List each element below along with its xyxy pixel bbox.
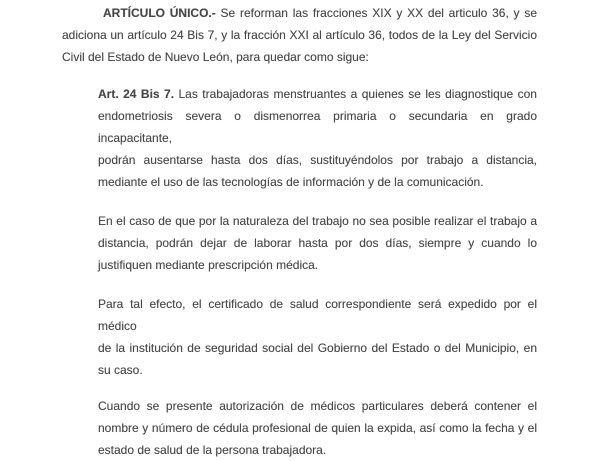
bold-lead-articulo-unico: ARTÍCULO ÚNICO.- xyxy=(103,6,216,20)
text-line: En el caso de que por la naturaleza del trabajo no sea posible realizar el trabajo a xyxy=(98,214,537,228)
paragraph-art-24-bis-7 xyxy=(98,83,537,193)
text-line-rest: Las trabajadoras menstruantes a quienes se les diagnostique con xyxy=(174,87,537,101)
text-line xyxy=(98,83,537,105)
text-line: Cuando se presente autorización de médicos particulares deberá contener el xyxy=(98,399,537,413)
text-line: estado de salud de la persona trabajadora. xyxy=(98,443,327,457)
text-line: su caso. xyxy=(98,363,143,377)
text-line: nombre y número de cédula profesional de quien la expida, así como la fecha y el xyxy=(98,421,537,435)
bold-lead-art-24-bis-7: Art. 24 Bis 7. xyxy=(98,87,175,101)
text-line: Para tal efecto, el certificado de salud correspondiente será expedido por el médico xyxy=(98,297,537,333)
text-line: adiciona un artículo 24 Bis 7, y la fracción XXI al artículo 36, todos de la Ley del Servicio xyxy=(62,28,537,42)
text-line: endometriosis severa o dismenorrea primaria o secundaria en grado incapacitante, xyxy=(98,109,537,145)
paragraph-certificado-salud xyxy=(98,293,537,381)
text-line-rest: Se reforman las fracciones XIX y XX del articulo 36, y se xyxy=(215,6,537,20)
text-line: Civil del Estado de Nuevo León, para quedar como sigue: xyxy=(62,50,369,64)
text-line: distancia, podrán dejar de laborar hasta por dos días, siempre y cuando lo xyxy=(98,236,537,250)
paragraph-autorizacion-medicos xyxy=(98,395,537,461)
text-line: justifiquen mediante prescripción médica. xyxy=(98,258,319,272)
text-line: de la institución de seguridad social del Gobierno del Estado o del Municipio, en xyxy=(98,341,537,355)
text-line: podrán ausentarse hasta dos días, sustituyéndolos por trabajo a distancia, xyxy=(98,153,537,167)
paragraph-caso-naturaleza-trabajo xyxy=(98,210,537,276)
text-line xyxy=(62,2,537,24)
text-line: mediante el uso de las tecnologías de información y de la comunicación. xyxy=(98,175,484,189)
paragraph-articulo-unico xyxy=(62,2,537,68)
